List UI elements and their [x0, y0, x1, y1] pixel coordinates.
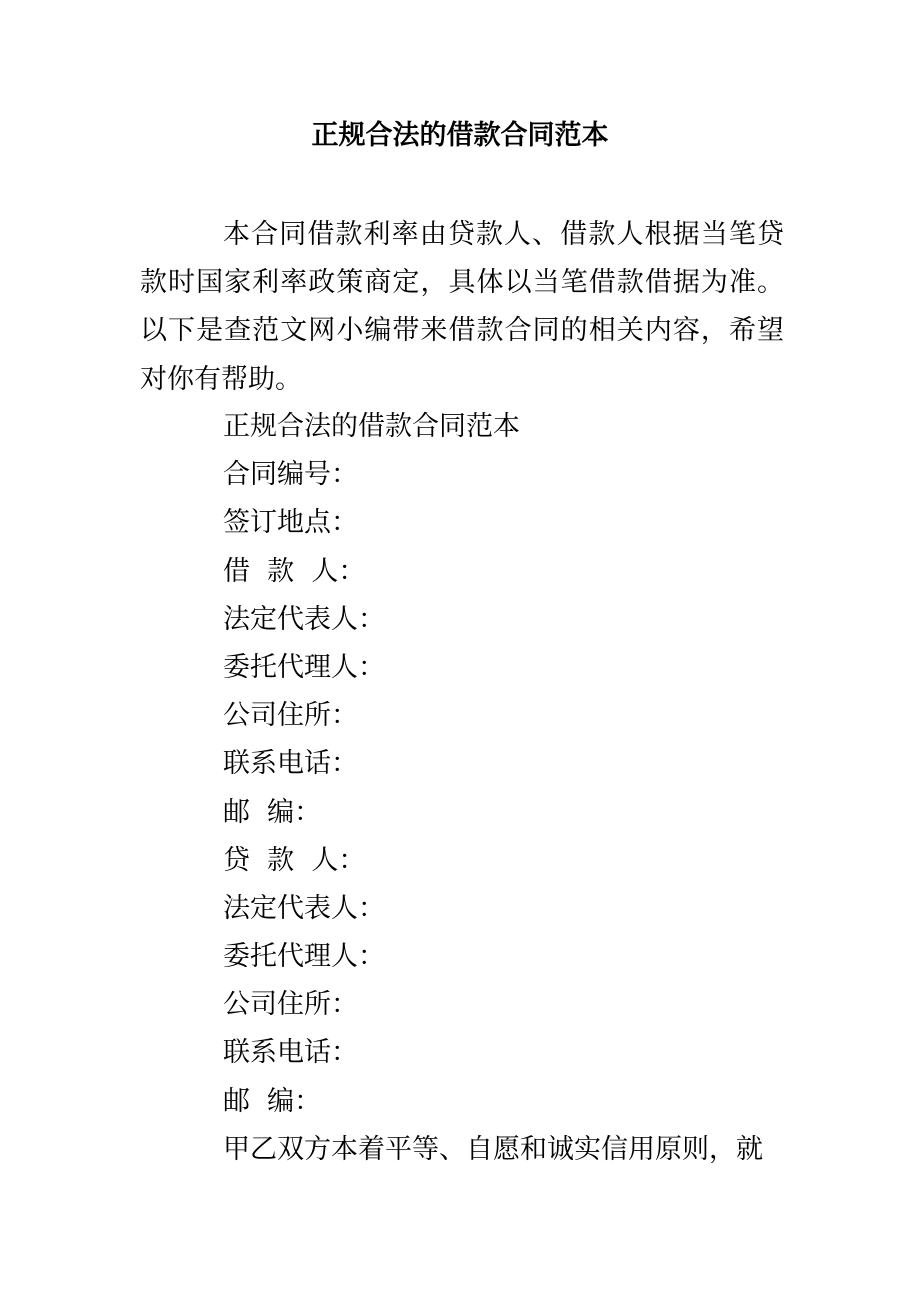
- document-title: 正规合法的借款合同范本: [311, 120, 609, 151]
- lender-postcode-line: 邮 编：: [223, 1085, 322, 1117]
- borrower-address-line: 公司住所：: [223, 700, 358, 732]
- signing-place-line: 签订地点：: [223, 507, 358, 539]
- borrower-agent-line: 委托代理人：: [223, 651, 385, 683]
- contract-number-line: 合同编号：: [223, 459, 358, 491]
- intro-paragraph: 本合同借款利率由贷款人、借款人根据当笔贷款时国家利率政策商定，具体以当笔借款借据为准。以下是查范文网小编带来借款合同的相关内容，希望对你有帮助。: [140, 219, 784, 395]
- agreement-clause-line: 甲乙双方本着平等、自愿和诚实信用原则，就: [223, 1133, 763, 1165]
- borrower-legal-rep-line: 法定代表人：: [223, 603, 385, 635]
- lender-line: 贷 款 人：: [223, 844, 366, 876]
- borrower-phone-line: 联系电话：: [223, 748, 358, 780]
- borrower-postcode-line: 邮 编：: [223, 796, 322, 828]
- lender-agent-line: 委托代理人：: [223, 941, 385, 973]
- borrower-line: 借 款 人：: [223, 555, 366, 587]
- lender-legal-rep-line: 法定代表人：: [223, 892, 385, 924]
- lender-phone-line: 联系电话：: [223, 1037, 358, 1069]
- contract-lines: [223, 403, 783, 1174]
- lender-address-line: 公司住所：: [223, 989, 358, 1021]
- contract-heading-line: 正规合法的借款合同范本: [223, 411, 520, 442]
